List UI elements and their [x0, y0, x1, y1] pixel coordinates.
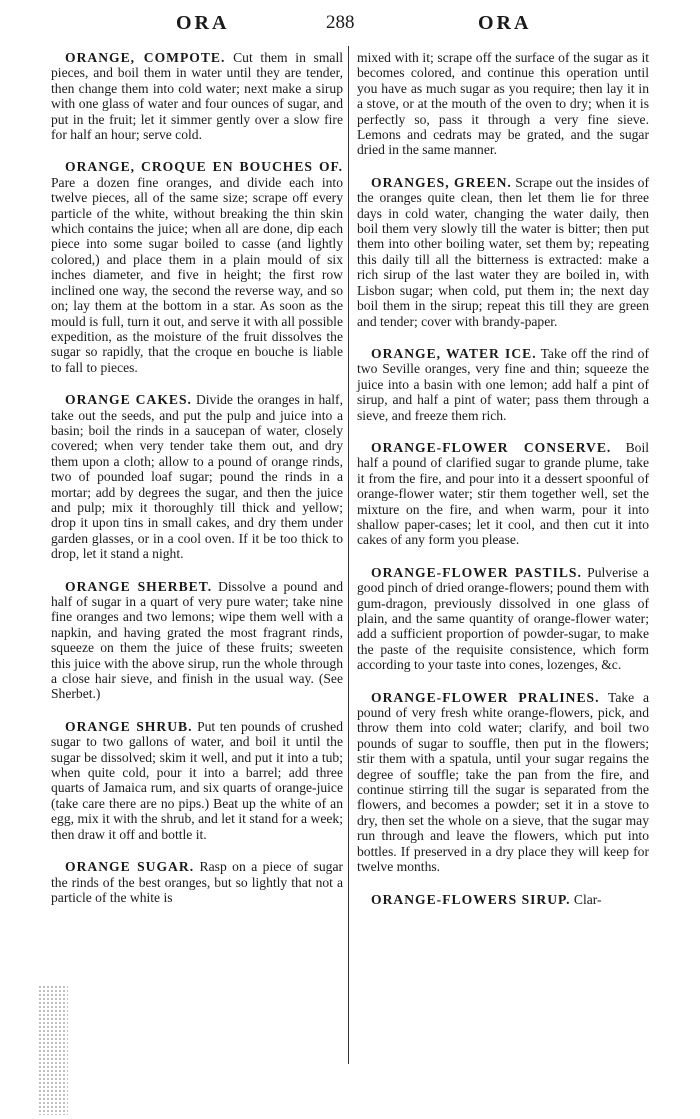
- entry-body: Cut them in small pieces, and boil them in water until they are tender, then change them into cold water; next make a sirup with one glass of water and four ounces of sugar, and put in the fruit; let it simmer gently over a slow fire for half an hour; serve cold.: [51, 50, 344, 143]
- running-header: [0, 12, 700, 38]
- entry-orange-sherbet: [51, 579, 343, 702]
- entry-body: Scrape out the insides of the oranges quite clean, then let them lie for three days in cold water, changing the water daily, then boil them very slowly till the water is bitter; then put them into other boiling water, set them by; repeating this daily till all the bitterness is extracted: make a rich sirup of the last water they are boiled in, with Lisbon sugar; when cold, put them in; the next day boil them in the sirup; repeat this till they are green and tender; cover with brandy-paper.: [357, 174, 649, 329]
- entry-body: Put ten pounds of crushed sugar to two gallons of water, and boil it until the sugar be dissolved; skim it well, and put it into a tub; when quite cold, pour it into a barrel; add three quarts of Jamaica rum, and six quarts of orange-juice (take care there are no pips.) Beat up the white of an egg, mix it with the shrub, and let it stand for a week; then draw it off and bottle it.: [51, 718, 343, 842]
- entry-body: Divide the oranges in half, take out the seeds, and put the pulp and juice into a basin; boil the rinds in a saucepan of water, closely covered; when very tender take them out, and dry them upon a cloth; allow to a pound of orange rinds, two of pounded loaf sugar; pound the rinds in a mortar; add by degrees the sugar, and then the juice and pulp; mix it thoroughly till thick and yellow; drop it upon tins in small cakes, and dry them under garden glasses, or in a cool oven. If it be too thick to drop, let it stand a night.: [51, 392, 343, 562]
- entry-orange-compote: [51, 50, 343, 142]
- entry-title: ORANGE-FLOWER CONSERVE.: [371, 439, 612, 455]
- entry-orange-shrub: [51, 719, 343, 842]
- entry-title: ORANGE SUGAR.: [65, 859, 195, 875]
- entry-body: Pulverise a good pinch of dried orange-flowers; pound them with gum-dragon, previously dissolved in one glass of plain, and the same quantity of orange-flower water; add a sufficient proportion of powder-sugar, to make the paste of the requisite consistence, which form according to your taste into cones, lozenges, &c.: [357, 564, 649, 673]
- entry-body: Clar-: [573, 891, 602, 907]
- entry-body: Rasp on a piece of sugar the rinds of the best oranges, but so lightly that not a particle of the white is: [51, 859, 344, 905]
- entry-orange-sugar-continued: [357, 50, 649, 158]
- column-divider: [348, 46, 349, 1064]
- entry-body: Take a pound of very fresh white orange-flowers, pick, and throw them into cold water; clarify, and boil two pounds of sugar to souffle, then put in the flowers; stir them with a spatula, until your sugar regains the degree of souffle; take the pan from the fire, and continue stirring till the sugar is separated from the flowers, and becomes a powder; set it in a stove to dry, then set the whole on a sieve, that the sugar may run through and leave the flowers, which put into bottles. If preserved in a dry place they will keep for twelve months.: [357, 689, 649, 875]
- entry-title: ORANGE SHERBET.: [65, 578, 213, 594]
- header-right-guide-word: ORA: [478, 12, 532, 34]
- entry-title: ORANGE, COMPOTE.: [65, 50, 226, 65]
- entry-orange-flower-pastils: [357, 565, 649, 673]
- entry-orange-croque-en-bouches: [51, 159, 343, 375]
- entry-orange-water-ice: [357, 346, 649, 423]
- entry-body: Pare a dozen fine oranges, and divide each into twelve pieces, all of the same size; scrape off every particle of the white, without breaking the thin skin which contains the juice; when all are done, dip each piece into some sugar boiled to casse (and lightly colored,) and place them in a plain mould of six inches diameter, and five in height; the first row inclined one way, the second the reverse way, and so on; lay them at the bottom in a star. As soon as the mould is full, turn it out, and serve it with all possible expedition, as the moisture of the fruit dissolves the sugar so rapidly, that the croque en bouche is liable to fall to pieces.: [51, 174, 343, 375]
- entry-title: ORANGE-FLOWERS SIRUP.: [371, 891, 571, 907]
- entry-body: Dissolve a pound and half of sugar in a quart of very pure water; take nine fine oranges and two lemons; wipe them well with a napkin, and having grated the most fragrant rinds, squeeze on them the juice of these fruits; sweeten this juice with the above sirup, run the whole through a close hair sieve, and finish in the usual way. (See Sherbet.): [51, 578, 343, 702]
- entry-orange-sugar: [51, 859, 343, 905]
- entry-title: ORANGE, CROQUE EN BOUCHES OF.: [65, 159, 343, 175]
- entry-orange-flowers-sirup: [357, 892, 649, 907]
- entry-title: ORANGE-FLOWER PRALINES.: [371, 689, 600, 705]
- entry-body: Take off the rind of two Seville oranges, very fine and thin; squeeze the juice into a basin with one lemon; add half a pint of sirup, and half a pint of water; pass them through a sieve, and freeze them rich.: [357, 345, 649, 423]
- entry-title: ORANGES, GREEN.: [371, 174, 512, 190]
- entry-title: ORANGE-FLOWER PASTILS.: [371, 564, 582, 580]
- entry-title: ORANGE SHRUB.: [65, 718, 193, 734]
- entry-title: ORANGE CAKES.: [65, 392, 192, 408]
- entry-orange-cakes: [51, 392, 343, 561]
- page-stain: [38, 985, 68, 1115]
- entry-body: mixed with it; scrape off the surface of the sugar as it becomes colored, and continue this operation until you have as much sugar as you require; then lay it in a stove, or at the mouth of the oven to dry; when it is perfectly so, pass it through a very fine sieve. Lemons and cedrats may be grated, and the sugar dried in the same manner.: [357, 50, 649, 158]
- entry-body: Boil half a pound of clarified sugar to grande plume, take it from the fire, and pour into it a dessert spoonful of orange-flower water; stir them together well, set the mixture on the fire, and when warm, pour it into shallow paper-cases; let it cool, and then cut it into cakes of any form you please.: [357, 439, 649, 548]
- left-column: [51, 50, 343, 922]
- right-column: [357, 50, 649, 924]
- entry-orange-flower-conserve: [357, 440, 649, 548]
- header-left-guide-word: ORA: [176, 12, 230, 34]
- entry-oranges-green: [357, 175, 649, 329]
- entry-title: ORANGE, WATER ICE.: [371, 345, 537, 361]
- entry-orange-flower-pralines: [357, 690, 649, 875]
- page-number: 288: [326, 12, 355, 33]
